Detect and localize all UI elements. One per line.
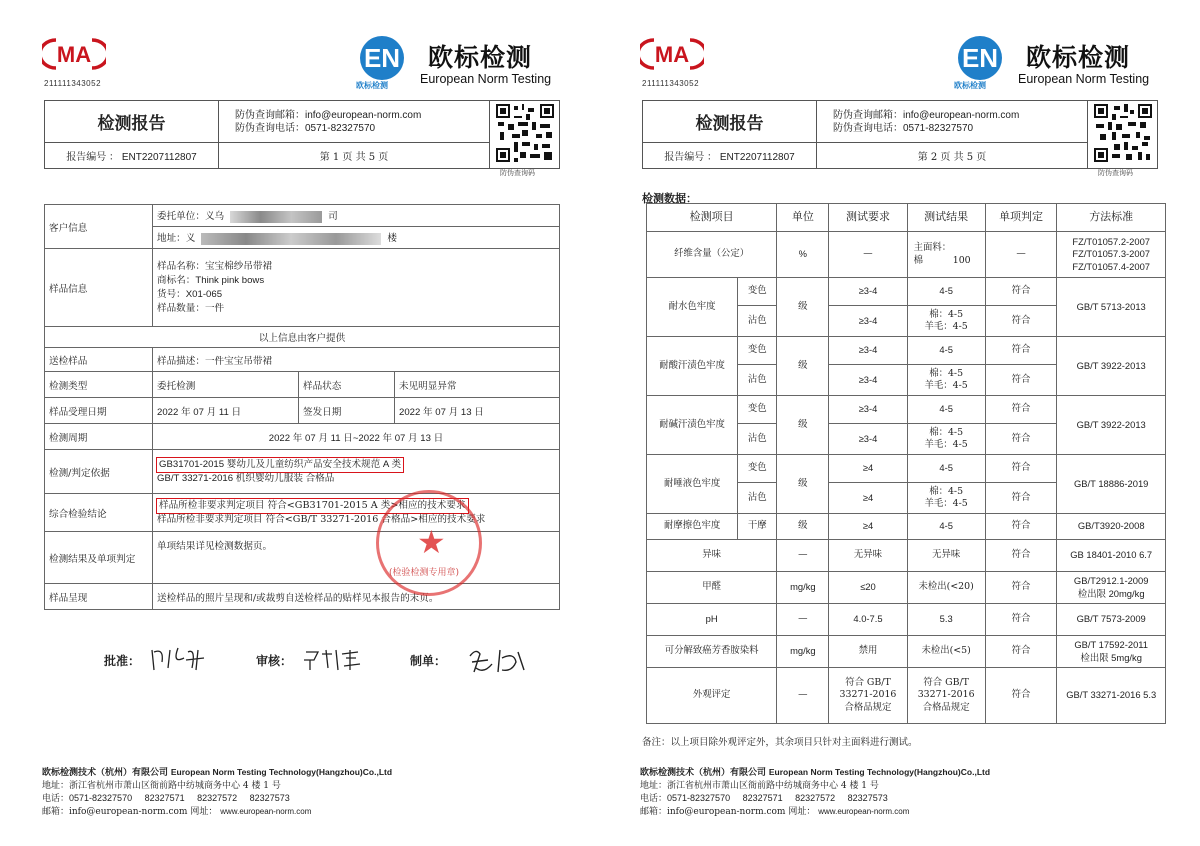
email-line: 防伪查询邮箱：info@european-norm.com [235,109,422,121]
table-row: pH — 4.0-7.5 5.3 符合 GB/T 7573-2009 [647,604,1166,636]
present-value: 送检样品的照片呈现和/或裁剪自送检样品的贴样见本报告的末页。 [153,584,560,610]
col-header: 单项判定 [985,204,1057,232]
review-label: 审核： [256,654,293,668]
conclusion-values [153,494,560,532]
anti-fake-contact [219,101,490,143]
table-row: 沾色 ≥3-4 棉：4-5 羊毛：4-5 符合 [647,424,1166,455]
table-row: 耐碱汗渍色牢度 变色 级 ≥3-4 4-5 符合 GB/T 3922-2013 [647,396,1166,424]
table-row: 沾色 ≥4 棉：4-5 羊毛：4-5 符合 [647,483,1166,514]
sent-desc: 样品描述：一件宝宝吊带裙 [153,348,560,372]
page-indicator: 第 1 页 共 5 页 [219,143,490,169]
page-indicator: 第 2 页 共 5 页 [817,143,1088,169]
test-data-table [646,203,1166,724]
client-address: 地址：义 楼 [153,227,560,249]
basis-label: 检测/判定依据 [45,450,153,494]
company-phone: 电话：0571-82327570 82327571 82327572 82327573 [640,793,888,804]
anti-fake-contact [817,101,1088,143]
provided-note: 以上信息由客户提供 [45,327,560,348]
brand-name-en: European Norm Testing [420,72,552,86]
result-value: 单项结果详见检测数据页。 [153,532,560,584]
redacted-block [230,211,322,223]
table-row: 耐唾液色牢度 变色 级 ≥4 4-5 符合 GB/T 18886-2019 [647,455,1166,483]
cma-logo [42,36,106,72]
sample-quantity: 样品数量：一件 [157,302,225,314]
report-page-2 [628,0,1188,846]
report-number: 报告编号 ： ENT2207112807 [643,143,817,169]
table-row: 耐摩擦色牢度 干摩 级 ≥4 4-5 符合 GB/T3920-2008 [647,514,1166,540]
qr-code [1088,101,1158,169]
report-page-1 [30,0,590,846]
sample-label: 样品信息 [45,249,153,327]
report-header-table [44,100,560,169]
report-title: 检测报告 [643,101,817,143]
table-row: 耐酸汗渍色牢度 变色 级 ≥3-4 4-5 符合 GB/T 3922-2013 [647,337,1166,365]
sample-info [153,249,560,327]
brand-name-cn: 欧标检测 [428,43,533,72]
phone-line: 防伪查询电话：0571-82327570 [235,122,376,134]
report-info-table [44,204,560,610]
email-line: 防伪查询邮箱：info@european-norm.com [833,109,1020,121]
qr-code-icon [1094,104,1152,162]
table-row: 耐水色牢度 变色 级 ≥3-4 4-5 符合 GB/T 5713-2013 [647,278,1166,306]
type-label: 检测类型 [45,372,153,398]
col-header: 方法标准 [1057,204,1166,232]
col-header: 单位 [777,204,829,232]
company-en: European Norm Testing Technology(Hangzhou)Co.,Ltd [170,767,393,777]
period-label: 检测周期 [45,424,153,450]
svg-text:MA: MA [654,42,690,67]
table-row: 甲醛 mg/kg ≤20 未检出(<20) 符合 GB/T2912.1-2009 检出限 20mg/kg [647,572,1166,604]
qr-caption: 防伪查询码 [1098,169,1133,177]
company-contact: 邮箱：info@european-norm.com 网址： www.european-norm.com [640,806,910,817]
present-label: 样品呈现 [45,584,153,610]
data-section-title: 检测数据： [642,192,697,205]
company-contact: 邮箱：info@european-norm.com 网址： www.european-norm.com [42,806,312,817]
make-signature [462,644,542,678]
qr-caption: 防伪查询码 [500,169,535,177]
col-header: 测试要求 [829,204,907,232]
issue-label: 签发日期 [299,398,395,424]
basis-highlight: GB31701-2015 婴幼儿及儿童纺织产品安全技术规范 A 类 [159,458,402,470]
brand-name-cn: 欧标检测 [1026,43,1131,72]
brand-name-en: European Norm Testing [1018,72,1150,86]
recv-date: 2022 年 07 月 11 日 [153,398,299,424]
table-row: 沾色 ≥3-4 棉：4-5 羊毛：4-5 符合 [647,306,1166,337]
cma-logo [640,36,704,72]
approve-signature [148,644,218,674]
official-stamp [376,490,482,596]
table-note: 备注：以上项目除外观评定外，其余项目只针对主面料进行测试。 [642,737,918,748]
conclusion-second: 样品所检非要求判定项目 符合<GB/T 33271-2016 合格品>相应的技术要求 [157,513,486,525]
approve-label: 批准： [104,654,141,668]
table-row: 可分解致癌芳香胺染料 mg/kg 禁用 未检出(<5) 符合 GB/T 17592-2011 检出限 5mg/kg [647,636,1166,668]
col-header: 测试结果 [907,204,985,232]
type-value: 委托检测 [153,372,299,398]
footer [640,766,990,818]
conclusion-highlight: 样品所检非要求判定项目 符合<GB31701-2015 A 类>相应的技术要求 [159,499,466,511]
stamp-caption: (检验检测专用章) [389,568,460,578]
logo-caption: 欧标检测 [356,81,388,90]
status-label: 样品状态 [299,372,395,398]
company-address: 地址：浙江省杭州市萧山区衙前路中纺城商务中心 4 楼 1 号 [640,780,879,791]
recv-label: 样品受理日期 [45,398,153,424]
table-row: 沾色 ≥3-4 棉：4-5 羊毛：4-5 符合 [647,365,1166,396]
report-header-table [642,100,1158,169]
en-logo-icon: EN [958,36,1002,80]
table-row: 纤维含量（公定） % — 主面料： 棉 100 — FZ/T01057.2-2007 FZ/T01057.3-2007 FZ/T01057.4-2007 [647,232,1166,278]
issue-date: 2022 年 07 月 13 日 [395,398,560,424]
basis-values [153,450,560,494]
logo-caption: 欧标检测 [954,81,986,90]
table-row: 外观评定 — 符合 GB/T 33271-2016 合格品规定 符合 GB/T 33271-2016 合格品规定 符合 GB/T 33271-2016 5.3 [647,668,1166,724]
sample-item-no: 货号：X01-065 [157,288,223,300]
company-cn: 欧标检测技术（杭州）有限公司 [42,768,169,778]
cma-number: 211111343052 [44,79,102,88]
conclusion-label: 综合检验结论 [45,494,153,532]
table-row: 异味 — 无异味 无异味 符合 GB 18401-2010 6.7 [647,540,1166,572]
client-unit: 委托单位：义乌 司 [153,205,560,227]
phone-line: 防伪查询电话：0571-82327570 [833,122,974,134]
company-phone: 电话：0571-82327570 82327571 82327572 82327573 [42,793,290,804]
report-number: 报告编号 ： ENT2207112807 [45,143,219,169]
qr-code-icon [496,104,554,162]
report-title: 检测报告 [45,101,219,143]
sent-label: 送检样品 [45,348,153,372]
company-cn: 欧标检测技术（杭州）有限公司 [640,768,767,778]
cma-number: 211111343052 [642,79,700,88]
make-label: 制单： [410,654,447,668]
client-label: 客户信息 [45,205,153,249]
col-header: 检测项目 [647,204,777,232]
status-value: 未见明显异常 [395,372,560,398]
company-en: European Norm Testing Technology(Hangzhou)Co.,Ltd [768,767,991,777]
period-value: 2022 年 07 月 11 日~2022 年 07 月 13 日 [153,424,560,450]
svg-text:MA: MA [56,42,92,67]
stamp-star-icon: ★ [417,523,446,561]
sample-name: 样品名称：宝宝棉纱吊带裙 [157,260,273,272]
company-address: 地址：浙江省杭州市萧山区衙前路中纺城商务中心 4 楼 1 号 [42,780,281,791]
qr-code [490,101,560,169]
review-signature [300,644,370,674]
en-logo-icon: EN [360,36,404,80]
footer [42,766,392,818]
basis-second: GB/T 33271-2016 机织婴幼儿服装 合格品 [157,472,335,484]
redacted-block [201,233,381,245]
sample-trademark: 商标名：Think pink bows [157,274,265,286]
result-label: 检测结果及单项判定 [45,532,153,584]
